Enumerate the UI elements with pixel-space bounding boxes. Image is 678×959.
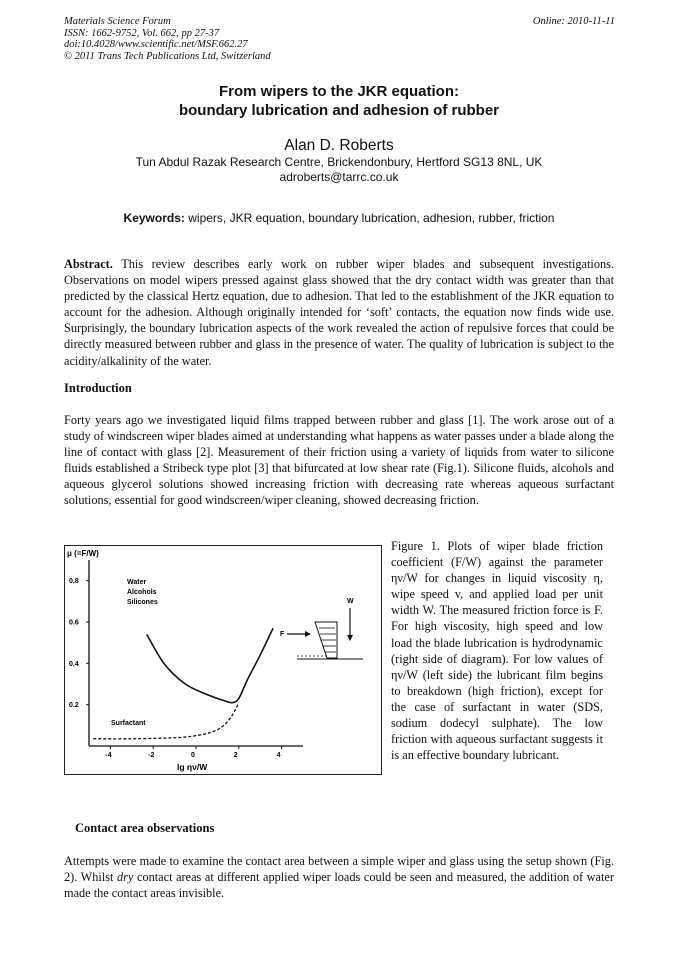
legend-alcohols: Alcohols: [127, 589, 157, 596]
figure-1-caption: Figure 1. Plots of wiper blade friction coefficient (F/W) against the parameter ην/W for changes in liquid viscosity η, wipe speed v, and applied load per unit width W. The measured friction force is F. For high viscosity, high speed and low load the blade lubrication is hydrodynamic (right side of diagram). For low values of ην/W (left side) the lubricant film begins to breakdown (high friction), except for the case of surfactant in water (SDS, sodium dodecyl sulphate). The low friction with aqueous surfactant suggests it is an effective boundary lubricant.: [391, 539, 603, 763]
legend-water: Water: [127, 579, 147, 586]
load-label: W: [347, 598, 354, 605]
x-tick-label: 2: [233, 752, 238, 759]
contact-text-dry: dry: [117, 870, 134, 885]
y-tick-label: 0.2: [69, 702, 79, 710]
title-line-1: From wipers to the JKR equation:: [218, 83, 459, 100]
copyright: © 2011 Trans Tech Publications Ltd, Switzerland: [64, 50, 271, 62]
journal-name: Materials Science Forum: [64, 16, 171, 27]
issn: ISSN: 1662-9752, Vol. 662, pp 27-37: [64, 27, 220, 39]
title-line-2: boundary lubrication and adhesion of rubber: [178, 102, 500, 119]
y-tick-label: 0.4: [69, 660, 79, 668]
wiper-diagram: [280, 598, 363, 659]
author-name: Alan D. Roberts: [284, 137, 394, 154]
journal-header: [64, 16, 271, 62]
contact-text-part-1: Attempts were made to examine the contact area between a simple wiper and glass using the setup shown (Fig. 2). Whilst: [64, 854, 614, 885]
figure-1: [64, 545, 382, 775]
load-arrowhead: [347, 635, 353, 641]
y-axis-label: μ (=F/W): [67, 549, 99, 558]
x-tick-label: 0: [191, 752, 195, 759]
x-ticks: [105, 746, 281, 759]
friction-chart: [65, 546, 381, 774]
surfactant-label: Surfactant: [111, 720, 146, 727]
abstract-text: This review describes early work on rubber wiper blades and subsequent investigations. Observations on model wipers pressed against glass showed that the dry contact width was greater than that predicted by the classical Hertz equation, due to adhesion. That led to the establishment of the JKR equation to account for the adhesion. Although originally intended for ‘soft’ contacts, the equation now finds wide use. Surprisingly, the boundary lubrication aspects of the work revealed the action of repulsive forces that could be directly measured between rubber and glass in the presence of water. The quality of lubrication is subject to the acidity/alkalinity of the water.: [64, 257, 614, 368]
contact-area-heading: Contact area observations: [75, 821, 215, 835]
affiliation: Tun Abdul Razak Research Centre, Brickendonbury, Hertford SG13 8NL, UK: [135, 155, 543, 169]
contact-area-text: [64, 853, 614, 901]
keywords-label: Keywords:: [123, 211, 185, 225]
paper-title: [0, 82, 678, 120]
legend-silicones: Silicones: [127, 599, 158, 606]
y-ticks: [69, 578, 89, 709]
x-tick-label: -2: [148, 752, 155, 759]
introduction-heading: Introduction: [64, 381, 132, 395]
contact-text-part-2: contact areas at different applied wiper loads could be seen and measured, the addition of water made the contact areas invisible.: [64, 870, 614, 901]
x-tick-label: 4: [276, 752, 281, 759]
keywords: [0, 211, 678, 225]
email: adroberts@tarrc.co.uk: [279, 170, 399, 184]
series-line-liquids: [147, 628, 273, 702]
force-label: F: [280, 631, 285, 638]
y-tick-label: 0.8: [69, 578, 79, 586]
abstract: [64, 256, 614, 369]
affiliation-block: [0, 155, 678, 185]
keywords-list: wipers, JKR equation, boundary lubrication, adhesion, rubber, friction: [184, 211, 555, 225]
x-axis-label: lg ην/W: [177, 762, 208, 772]
doi: doi:10.4028/www.scientific.net/MSF.662.27: [64, 39, 248, 51]
force-arrowhead: [305, 631, 311, 637]
abstract-label: Abstract.: [64, 257, 113, 271]
y-tick-label: 0.6: [69, 619, 79, 627]
x-tick-label: -4: [105, 752, 112, 759]
online-date: Online: 2010-11-11: [532, 16, 615, 27]
introduction-text: Forty years ago we investigated liquid films trapped between rubber and glass [1]. The work arose out of a study of windscreen wiper blades aimed at understanding what happens as water passes under a blade along the line of contact with glass [2]. Measurement of their friction using a variety of liquids from water to silicone fluids established a Stribeck type plot [3] that bifurcated at low shear rate (Fig.1). Silicone fluids, alcohols and aqueous glycerol solutions showed increasing friction with decreasing rate whereas aqueous surfactant solutions, essential for good windscreen/wiper cleaning, showed decreasing friction.: [64, 413, 614, 508]
